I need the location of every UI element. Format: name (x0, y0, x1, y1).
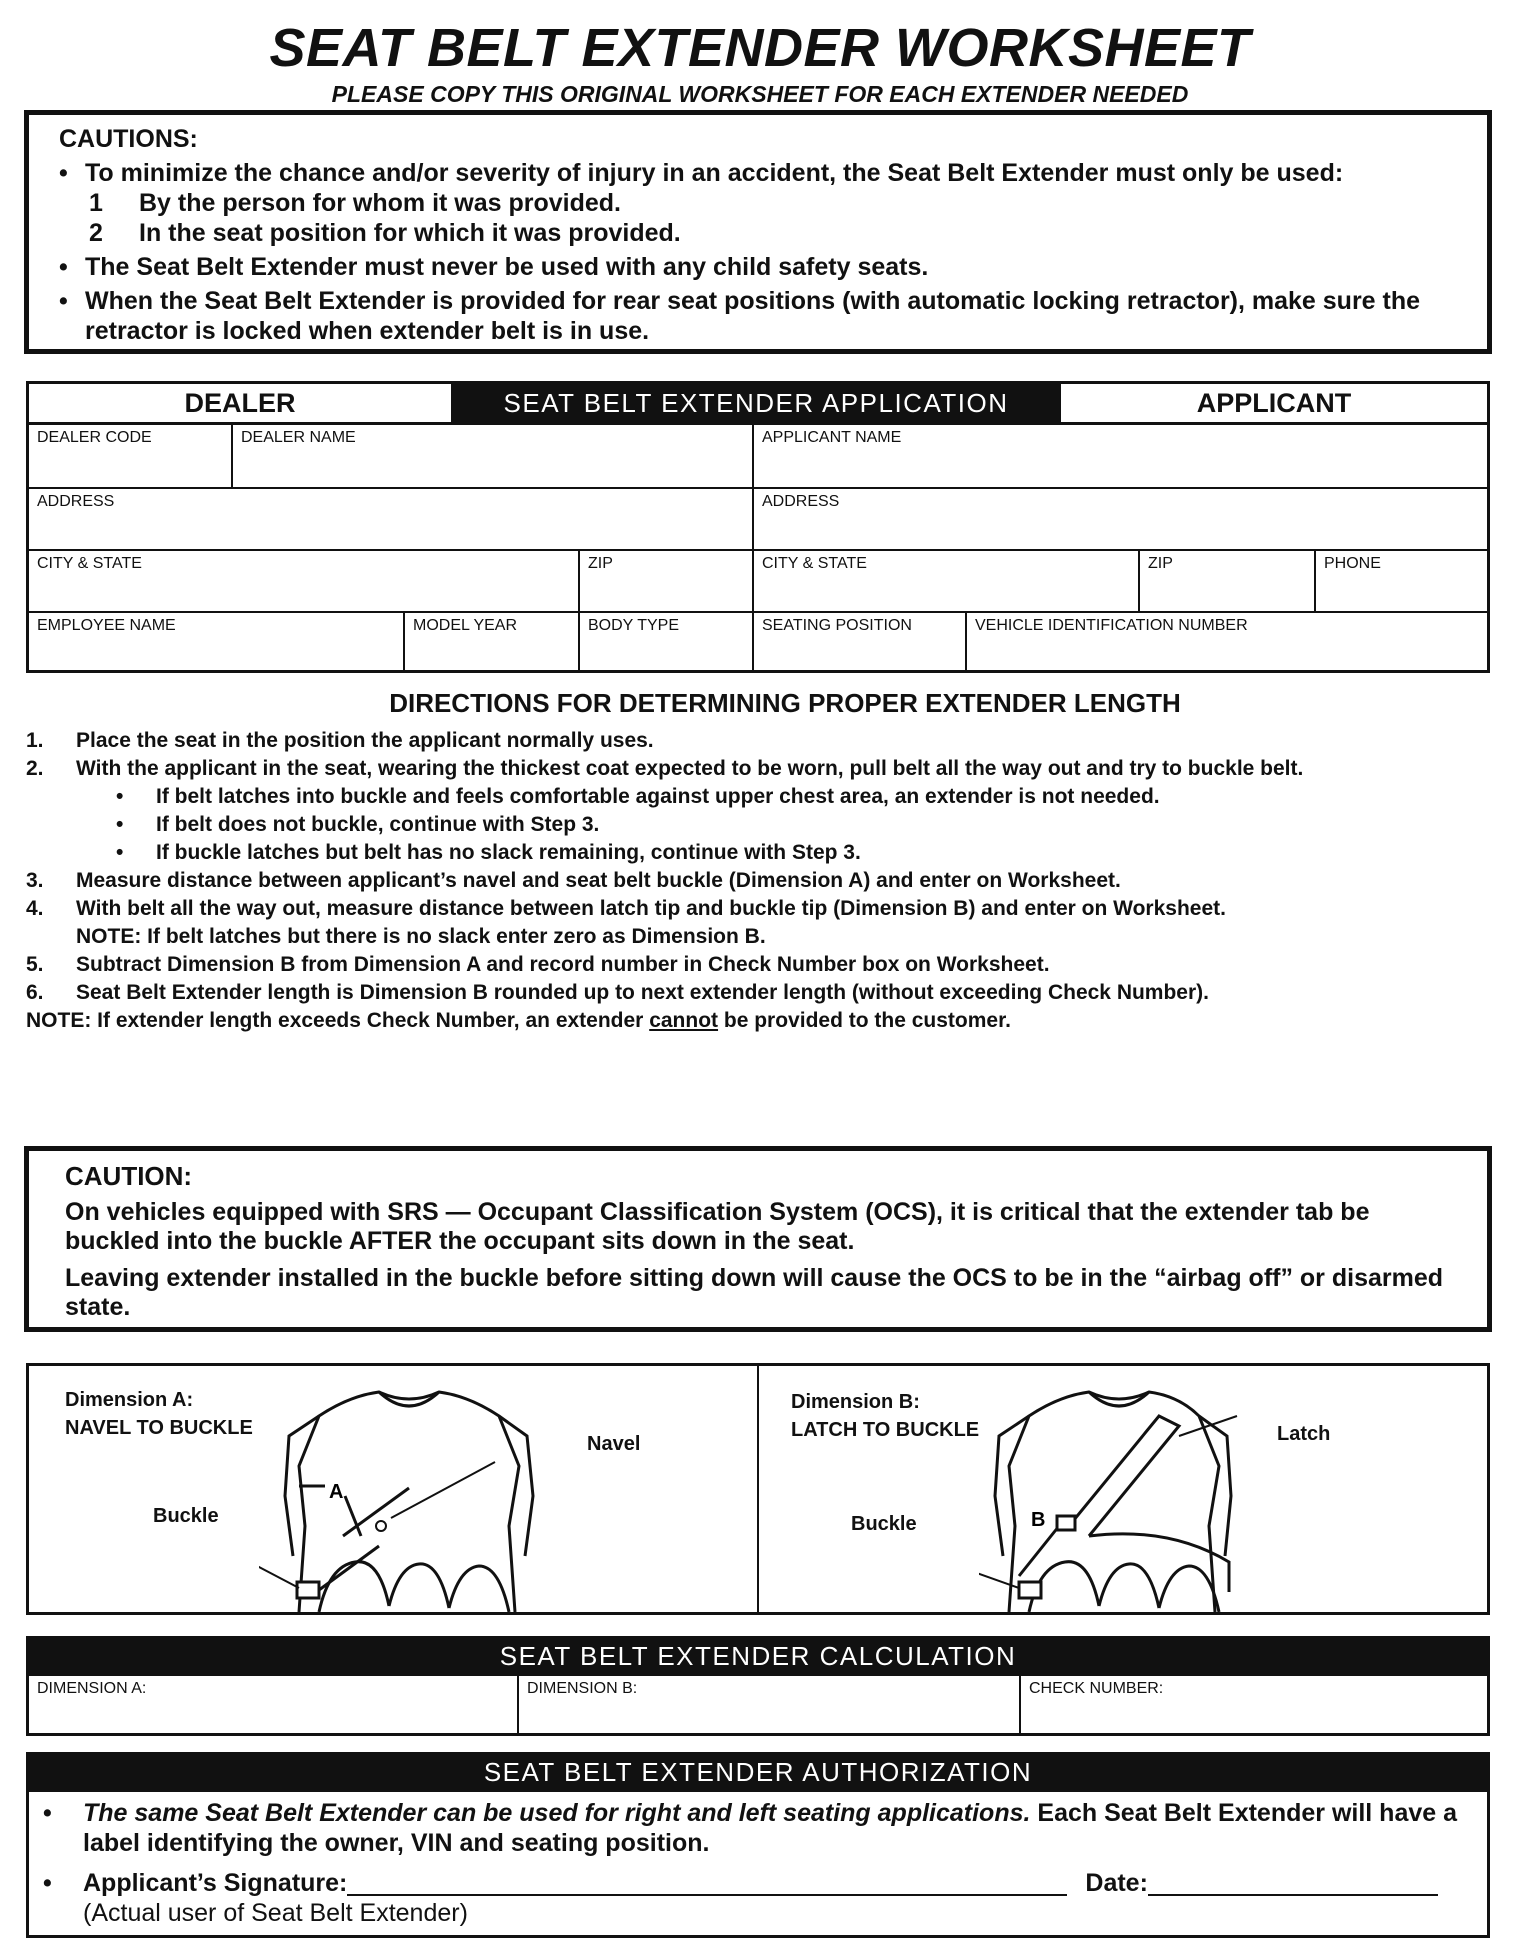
figure-a-label (65, 1386, 253, 1442)
bullet-icon: • (116, 813, 124, 836)
dimension-a-field[interactable]: DIMENSION A: (37, 1680, 147, 1697)
dealer-code-field[interactable]: DEALER CODE (37, 429, 152, 446)
caution-item (59, 286, 1457, 346)
direction-note: NOTE: If belt latches but there is no slack enter zero as Dimension B. (76, 925, 766, 948)
directions-list (26, 727, 1486, 1035)
caution-text: When the Seat Belt Extender is provided for rear seat positions (with automatic locking retractor), make sure the retractor is locked when extender belt is in use. (85, 287, 1421, 345)
application-header (26, 381, 1490, 425)
buckle-label: Buckle (851, 1513, 917, 1535)
bullet-icon: • (59, 287, 68, 315)
bullet-icon: • (43, 1799, 52, 1827)
signature-row (43, 1868, 1473, 1898)
step-number: 3. (26, 869, 44, 892)
bullet-icon: • (59, 159, 68, 187)
applicant-header: APPLICANT (1196, 387, 1352, 418)
caution-text: The Seat Belt Extender must never be used with any child safety seats. (85, 253, 929, 281)
dealer-zip-field[interactable]: ZIP (588, 555, 613, 572)
signature-field[interactable] (347, 1868, 1067, 1896)
page-subtitle: PLEASE COPY THIS ORIGINAL WORKSHEET FOR EACH EXTENDER NEEDED (331, 81, 1189, 107)
application-form (26, 425, 1490, 673)
authorization-item (43, 1798, 1473, 1858)
bullet-text: If buckle latches but belt has no slack remaining, continue with Step 3. (156, 841, 861, 864)
vin-field[interactable]: VEHICLE IDENTIFICATION NUMBER (975, 617, 1248, 634)
caution-paragraph: Leaving extender installed in the buckle before sitting down will cause the OCS to be in the “airbag off” or disarmed state. (65, 1264, 1444, 1321)
note-text: NOTE: If extender length exceeds Check Number, an extender (26, 1009, 650, 1032)
subitem-text: By the person for whom it was provided. (139, 189, 622, 217)
cautions-heading: CAUTIONS: (59, 125, 198, 153)
signature-note: (Actual user of Seat Belt Extender) (83, 1899, 468, 1927)
step-text: Measure distance between applicant’s navel and seat belt buckle (Dimension A) and enter on Worksheet. (76, 869, 1121, 892)
torso-latch-illustration (979, 1376, 1279, 1612)
authorization-italic: The same Seat Belt Extender can be used for right and left seating applications. (83, 1799, 1031, 1827)
step-number: 1. (26, 729, 44, 752)
note-emphasis: cannot (649, 1009, 719, 1032)
applicant-zip-field[interactable]: ZIP (1148, 555, 1173, 572)
bullet-text: If belt does not buckle, continue with Step 3. (156, 813, 600, 836)
applicant-name-field[interactable]: APPLICANT NAME (762, 429, 902, 446)
dealer-header: DEALER (184, 387, 296, 418)
caution-heading: CAUTION: (65, 1161, 193, 1191)
direction-step (26, 755, 1486, 783)
subitem-number: 1 (89, 189, 103, 217)
dimension-b-marker: B (1031, 1509, 1046, 1531)
step-number: 5. (26, 953, 44, 976)
direction-bullet (26, 811, 1486, 839)
figure-title: Dimension B: (791, 1391, 920, 1413)
calculation-header: SEAT BELT EXTENDER CALCULATION (26, 1636, 1490, 1676)
step-text: With the applicant in the seat, wearing the thickest coat expected to be worn, pull belt all the way out and try to buckle belt. (76, 757, 1304, 780)
dimension-b-field[interactable]: DIMENSION B: (527, 1680, 638, 1697)
caution-item (59, 252, 1457, 282)
bullet-icon: • (116, 785, 124, 808)
caution-paragraph: On vehicles equipped with SRS — Occupant Classification System (OCS), it is critical that the extender tab be buckled into the buckle AFTER the occupant sits down in the seat. (65, 1198, 1370, 1255)
step-text: Seat Belt Extender length is Dimension B rounded up to next extender length (without exceeding Check Number). (76, 981, 1209, 1004)
dimension-a-marker: A (329, 1481, 344, 1503)
subitem-text: In the seat position for which it was provided. (139, 219, 681, 247)
seating-position-field[interactable]: SEATING POSITION (762, 617, 912, 634)
torso-navel-illustration (259, 1376, 619, 1612)
caution-subitem (59, 188, 1457, 218)
directions-note (26, 1007, 1486, 1035)
direction-bullet (26, 839, 1486, 867)
direction-step (26, 727, 1486, 755)
bullet-icon: • (43, 1869, 52, 1897)
authorization-box (26, 1792, 1490, 1938)
directions-title: DIRECTIONS FOR DETERMINING PROPER EXTENDER LENGTH (389, 688, 1181, 718)
figure-subtitle: NAVEL TO BUCKLE (65, 1417, 253, 1439)
latch-label: Latch (1277, 1423, 1331, 1445)
check-number-field[interactable]: CHECK NUMBER: (1029, 1680, 1164, 1697)
figure-subtitle: LATCH TO BUCKLE (791, 1419, 980, 1441)
applicant-address-field[interactable]: ADDRESS (762, 493, 840, 510)
navel-label: Navel (587, 1433, 641, 1455)
direction-bullet (26, 783, 1486, 811)
direction-step (26, 895, 1486, 923)
direction-step (26, 951, 1486, 979)
figure-title: Dimension A: (65, 1389, 194, 1411)
dealer-city-state-field[interactable]: CITY & STATE (37, 555, 142, 572)
dimension-figures (26, 1363, 1490, 1615)
applicant-phone-field[interactable]: PHONE (1324, 555, 1381, 572)
caution-text: To minimize the chance and/or severity of injury in an accident, the Seat Belt Extender must only be used: (85, 159, 1344, 187)
model-year-field[interactable]: MODEL YEAR (413, 617, 518, 634)
dealer-name-field[interactable]: DEALER NAME (241, 429, 356, 446)
step-number: 2. (26, 757, 44, 780)
buckle-label: Buckle (153, 1505, 219, 1527)
date-field[interactable] (1148, 1868, 1438, 1896)
step-text: With belt all the way out, measure distance between latch tip and buckle tip (Dimension B) and enter on Worksheet. (76, 897, 1226, 920)
direction-step (26, 867, 1486, 895)
authorization-header: SEAT BELT EXTENDER AUTHORIZATION (26, 1752, 1490, 1792)
calculation-form (26, 1676, 1490, 1736)
employee-name-field[interactable]: EMPLOYEE NAME (37, 617, 176, 634)
step-text: Place the seat in the position the applicant normally uses. (76, 729, 654, 752)
caution-item (59, 158, 1457, 188)
subitem-number: 2 (89, 219, 103, 247)
ocs-caution-box (24, 1146, 1492, 1332)
bullet-icon: • (59, 253, 68, 281)
figure-b-label (791, 1388, 979, 1444)
authorization-rest: Each Seat Belt Extender will have a label identifying the owner, VIN and seating position. (83, 1799, 1458, 1857)
cautions-box (24, 110, 1492, 354)
date-label: Date: (1085, 1869, 1148, 1897)
step-text: Subtract Dimension B from Dimension A and record number in Check Number box on Worksheet. (76, 953, 1050, 976)
dealer-address-field[interactable]: ADDRESS (37, 493, 115, 510)
bullet-text: If belt latches into buckle and feels comfortable against upper chest area, an extender is not needed. (156, 785, 1160, 808)
page-title: SEAT BELT EXTENDER WORKSHEET (269, 18, 1251, 78)
body-type-field[interactable]: BODY TYPE (588, 617, 679, 634)
step-number: 4. (26, 897, 44, 920)
applicant-city-state-field[interactable]: CITY & STATE (762, 555, 867, 572)
application-title: SEAT BELT EXTENDER APPLICATION (451, 384, 1061, 422)
signature-label: Applicant’s Signature: (83, 1869, 348, 1897)
caution-subitem (59, 218, 1457, 248)
bullet-icon: • (116, 841, 124, 864)
note-text: be provided to the customer. (718, 1009, 1011, 1032)
direction-step (26, 979, 1486, 1007)
authorization-text (83, 1798, 1473, 1858)
step-number: 6. (26, 981, 44, 1004)
